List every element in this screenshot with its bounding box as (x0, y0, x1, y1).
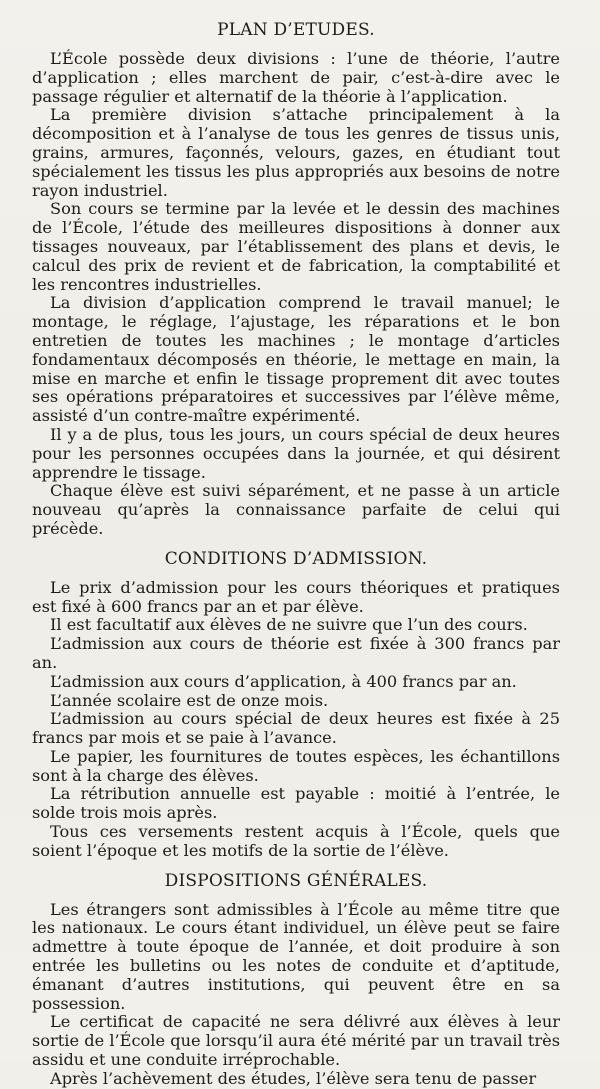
section-title: DISPOSITIONS GÉNÉRALES. (164, 870, 428, 891)
section-title: CONDITIONS D’ADMISSION. (164, 548, 428, 569)
paragraph: L’admission aux cours de théorie est fixée à 300 francs par an. (32, 634, 560, 672)
paragraph: L’École possède deux divisions : l’une de théorie, l’autre d’application ; elles marchent de pair, c’est-à-dire avec le passage régulier et alternatif de la théorie à l’application. (32, 49, 560, 106)
paragraph: Tous ces versements restent acquis à l’École, quels que soient l’époque et les motifs de la sortie de l’élève. (32, 822, 560, 860)
paragraph: Le papier, les fournitures de toutes espèces, les échantillons sont à la charge des élèves. (32, 746, 560, 785)
paragraph: La rétribution annuelle est payable : moitié à l’entrée, le solde trois mois après. (32, 784, 560, 823)
paragraph: Le prix d’admission pour les cours théoriques et pratiques est fixé à 600 francs par an et par élève. (32, 577, 560, 616)
paragraph: Il est facultatif aux élèves de ne suivre que l’un des cours. (50, 615, 528, 635)
section-dispositions-generales (32, 861, 560, 1089)
paragraph: Le certificat de capacité ne sera délivré aux élèves à leur sortie de l’École que lorsqu’il aura été mérité par un travail très assidu et une conduite irréprochable. (32, 1012, 560, 1070)
paragraph: L’admission au cours spécial de deux heures est fixée à 25 francs par mois et se paie à l’avance. (32, 709, 560, 748)
paragraph: Chaque élève est suivi séparément, et ne passe à un article nouveau qu’après la connaissance parfaite de celui qui précède. (32, 481, 560, 538)
paragraph: La première division s’attache principalement à la décomposition et à l’analyse de tous les genres de tissus unis, grains, armures, façonnés, velours, gazes, en étudiant tout spécialement les tissus les plus appropriés aux besoins de notre rayon industriel. (32, 105, 560, 200)
section-title: PLAN D’ETUDES. (217, 20, 375, 40)
paragraph: Les étrangers sont admissibles à l’École au même titre que les nationaux. Le cours étant individuel, un élève peut se faire admettre à toute époque de l’année, et doit produire à son entrée les bulletins ou les notes de conduite et d’aptitude, émanant d’autres institutions, qui peuvent être en sa possession. (32, 899, 560, 1013)
paragraph: Après l’achèvement des études, l’élève sera tenu de passer (50, 1068, 537, 1088)
paragraph: Il y a de plus, tous les jours, un cours spécial de deux heures pour les personnes occupées dans la journée, et qui désirent apprendre le tissage. (32, 424, 560, 482)
section-conditions-admission (32, 539, 560, 861)
section-plan-etudes (32, 10, 560, 539)
paragraph: L’admission aux cours d’application, à 400 francs par an. (50, 671, 517, 691)
paragraph: L’année scolaire est de onze mois. (50, 690, 329, 710)
paragraph: Son cours se termine par la levée et le dessin des machines de l’École, l’étude des meilleures dispositions à donner aux tissages nouveaux, par l’établissement des plans et devis, le calcul des prix de revient et de fabrication, la comptabilité et les rencontres industrielles. (32, 199, 560, 294)
paragraph: La division d’application comprend le travail manuel; le montage, le réglage, l’ajustage, les réparations et le bon entretien de toutes les machines ; le montage d’articles fondamentaux décomposés en théorie, le mettage en main, la mise en marche et enfin le tissage proprement dit avec toutes ses opérations préparatoires et successives par l’élève même, assisté d’un contre-maître expérimenté. (32, 293, 560, 426)
